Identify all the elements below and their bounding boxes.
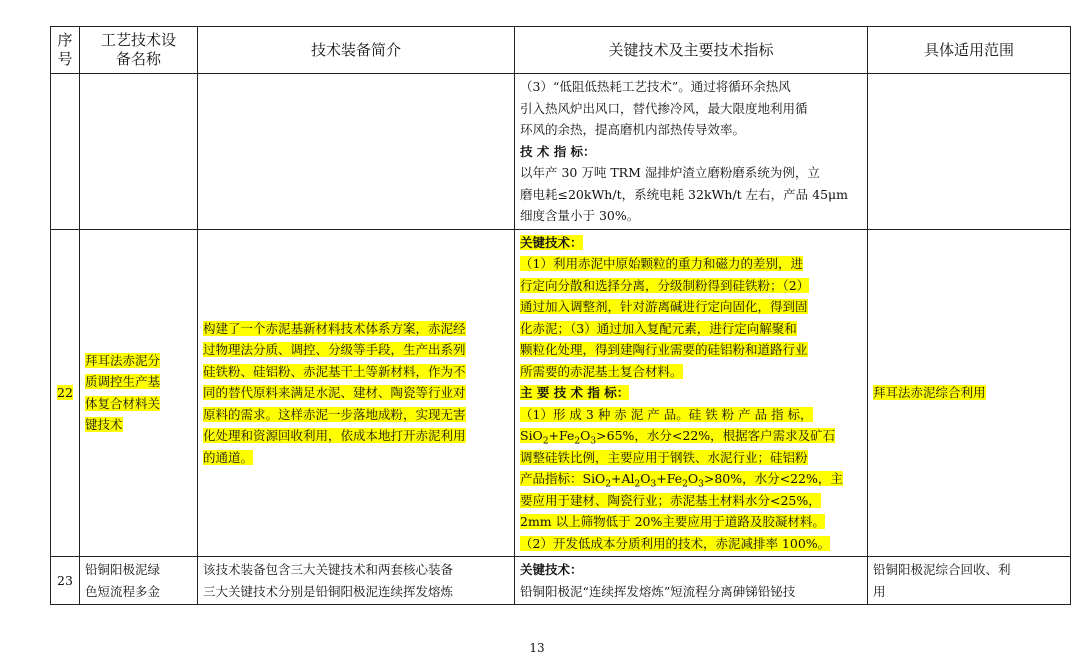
cont-key-line: 引入热风炉出风口，替代掺冷风，最大限度地利用循 [520,100,808,116]
row22-seq-text: 22 [57,385,73,400]
row22-intro-line: 同的替代原料来满足水泥、建材、陶瓷等行业对 [203,385,466,400]
formula-part: O [687,471,699,486]
cont-scope-cell [868,74,1071,230]
row22-indicator-line-formula-2 [520,471,843,490]
table-row-23 [51,557,1071,605]
row22-indicator-line: （2）开发低成本分质利用的技术，赤泥减排率 100%。 [520,535,831,551]
row22-intro-line: 原料的需求。这样赤泥一步落地成粉，实现无害 [203,406,466,422]
header-intro: 技术装备简介 [198,27,515,74]
row22-name-line: 质调控生产基 [85,374,161,390]
row23-key-title: 关键技术： [520,562,583,577]
row23-intro [198,557,515,605]
cont-indicator-line: 以年产 30 万吨 TRM 湿排炉渣立磨粉磨系统为例，立 [520,165,820,180]
cont-indicator-title: 技 术 指 标： [520,143,596,159]
row22-seq [51,229,80,557]
formula-part: +Al [611,471,635,486]
row22-key-title: 关键技术： [520,234,583,250]
row23-key [515,557,868,605]
row23-key-line: 铅铜阳极泥“连续挥发熔炼”短流程分离砷锑铅铋技 [520,583,796,599]
row22-key-line: 化赤泥；（3）通过加入复配元素，进行定向解聚和 [520,320,797,336]
formula-sub: 3 [650,479,657,490]
formula-sub: 2 [542,436,549,447]
row22-name-line: 体复合材料关 [85,395,161,411]
row22-key-line: （1）利用赤泥中原始颗粒的重力和磁力的差别，进 [520,256,803,271]
row22-key-line: 颗粒化处理，得到建陶行业需要的硅铝粉和道路行业 [520,342,808,357]
table-header-row [51,27,1071,74]
cont-intro-cell [198,74,515,230]
formula-sub: 2 [682,479,688,490]
row22-indicator-line-formula-1 [520,428,836,447]
formula-sub: 2 [574,436,581,447]
row22-intro-line: 的通道。 [203,449,254,465]
row22-scope [868,229,1071,557]
row23-seq-text: 23 [57,572,73,588]
row22-indicator-line: 2mm 以上筛物低于 20%主要应用于道路及胶凝材料。 [520,514,825,529]
row23-intro-line: 三大关键技术分别是铅铜阳极泥连续挥发熔炼 [203,583,454,599]
cont-indicator-line: 磨电耗≤20kWh/t，系统电耗 32kWh/t 左右，产品 45μm [520,186,849,202]
row22-intro-line: 硅铁粉、硅铝粉、赤泥基干土等新材料，作为不 [203,363,466,379]
row23-scope [868,557,1071,605]
row23-name [80,557,198,605]
row23-scope-line: 用 [873,583,886,599]
row23-intro-line: 该技术装备包含三大关键技术和两套核心装备 [203,562,454,577]
row23-name-line: 铅铜阳极泥绿 [85,562,161,577]
row22-intro-line: 化处理和资源回收利用，依成本地打开赤泥利用 [203,428,466,443]
row23-scope-line: 铅铜阳极泥综合回收、利 [873,562,1011,577]
cont-name-cell [80,74,198,230]
row22-name-line: 键技术 [85,417,123,433]
formula-part: SiO [520,428,543,443]
formula-sub: 2 [605,479,612,490]
formula-part: O [580,428,591,443]
formula-part: 产品指标：SiO [520,471,606,486]
row23-name-line: 色短流程多金 [85,583,161,599]
technology-table [50,26,1071,605]
cont-key-line: 环风的余热，提高磨机内部热传导效率。 [520,122,746,137]
row23-seq [51,557,80,605]
header-scope: 具体适用范围 [868,27,1071,74]
row22-name-line: 拜耳法赤泥分 [85,352,161,368]
row22-indicator-line: 调整硅铁比例，主要应用于钢铁、水泥行业；硅铝粉 [520,449,808,465]
row22-intro [198,229,515,557]
row22-scope-text: 拜耳法赤泥综合利用 [873,385,986,400]
formula-part: O [640,471,651,486]
row22-intro-line: 过物理法分质、调控、分级等手段，生产出系列 [203,342,466,357]
cont-seq-cell [51,74,80,230]
formula-part: >65%，水分<22%，根据客户需求及矿石 [596,428,836,443]
formula-part: +Fe [548,428,575,443]
header-key: 关键技术及主要技术指标 [515,27,868,74]
row22-key-line: 行定向分散和选择分离，分级制粉得到硅铁粉；（2） [520,277,810,293]
table-row-continued [51,74,1071,230]
cont-indicator-line: 细度含量小于 30%。 [520,208,640,223]
formula-part: >80%，水分<22%，主 [703,471,843,486]
cont-key-cell [515,74,868,230]
row22-name [80,229,198,557]
page-number: 13 [529,641,545,655]
formula-sub: 3 [590,436,597,447]
header-seq: 序 号 [51,27,80,74]
cont-key-line: （3）“低阻低热耗工艺技术”。通过将循环余热风 [520,79,791,94]
header-name: 工艺技术设 备名称 [80,27,198,74]
row22-indicator-line: 要应用于建材、陶瓷行业；赤泥基土材料水分<25%， [520,492,821,508]
row22-intro-line: 构建了一个赤泥基新材料技术体系方案，赤泥经 [203,320,466,336]
formula-sub: 3 [698,479,704,490]
formula-part: +Fe [656,471,683,486]
row22-indicator-title: 主 要 技 术 指 标： [520,385,630,400]
row22-key [515,229,868,557]
row22-key-line: 所需要的赤泥基土复合材料。 [520,363,683,379]
formula-sub: 2 [634,479,641,490]
table-row-22 [51,229,1071,557]
row22-indicator-line: （1）形 成 3 种 赤 泥 产 品。硅 铁 粉 产 品 指 标， [520,406,813,422]
row22-key-line: 通过加入调整剂，针对游离碱进行定向固化，得到固 [520,299,808,314]
